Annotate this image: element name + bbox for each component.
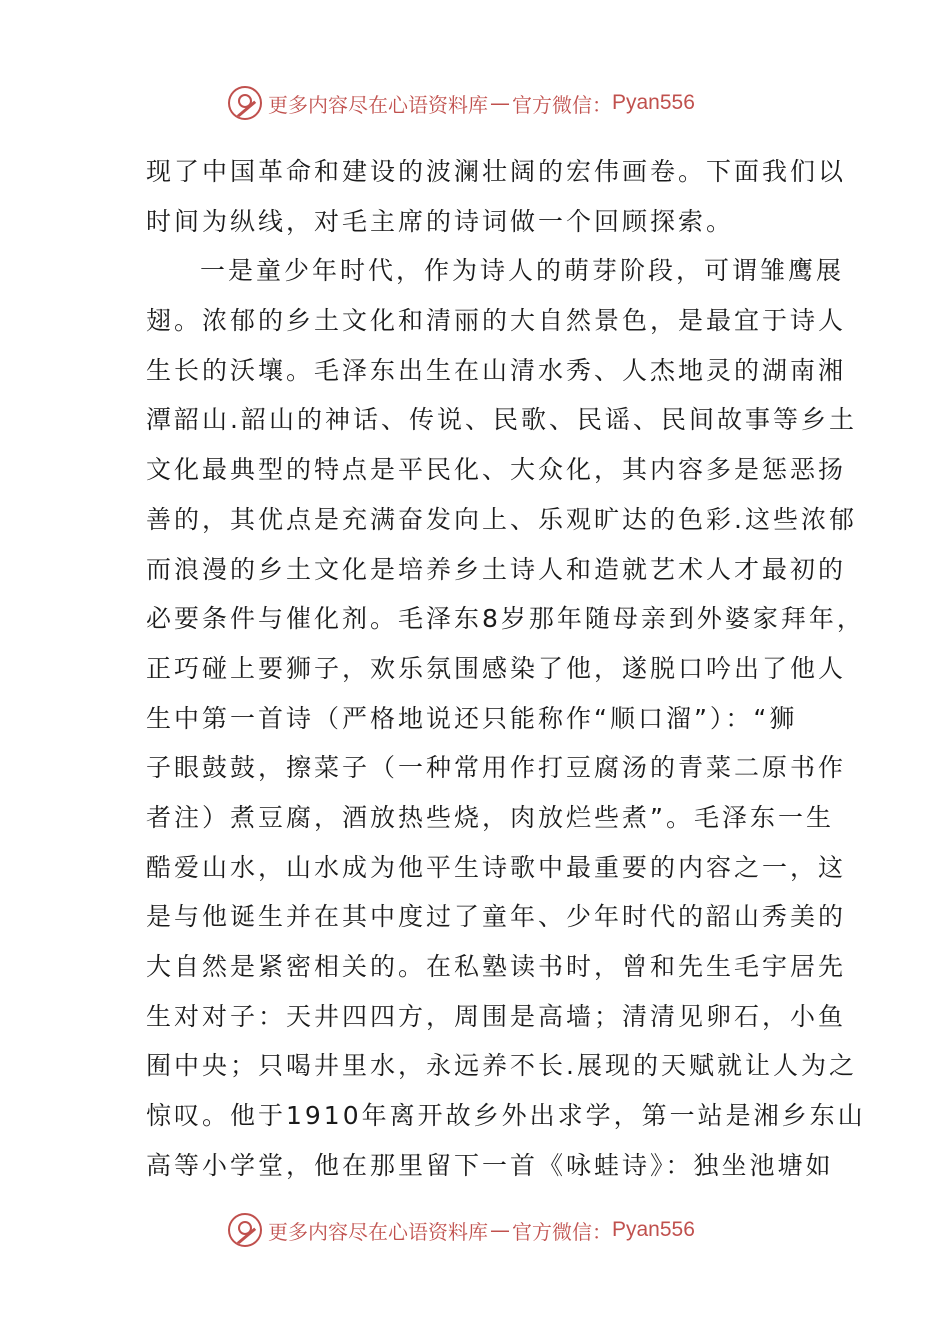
text-line: 潭韶山.韶山的神话、传说、民歌、民谣、民间故事等乡土 <box>146 405 857 435</box>
text-line: 现了中国革命和建设的波澜壮阔的宏伟画卷。下面我们以 <box>146 157 847 186</box>
paragraph-first-line: 一是童少年时代，作为诗人的萌芽阶段，可谓雏鹰展 <box>200 256 845 286</box>
text-line: 生长的沃壤。毛泽东出生在山清水秀、人杰地灵的湖南湘 <box>146 355 847 385</box>
text-line: 生对对子：天井四四方，周围是高墙；清清见卵石，小鱼 <box>146 1001 847 1031</box>
text-line: 者注）煮豆腐，酒放热些烧，肉放烂些煮”。毛泽东一生 <box>146 802 834 832</box>
text-line: 正巧碰上要狮子，欢乐氛围感染了他，遂脱口吟出了他人 <box>146 653 847 683</box>
text-line: 高等小学堂，他在那里留下一首《咏蛙诗》：独坐池塘如 <box>146 1150 834 1180</box>
wechat-id: Pyan556 <box>612 1218 695 1241</box>
wechat-label: 官方微信： <box>512 92 612 117</box>
banner-separator: — <box>490 91 510 115</box>
text-line: 大自然是紧密相关的。在私塾读书时，曾和先生毛宇居先 <box>146 952 847 981</box>
wechat-id: Pyan556 <box>612 91 695 114</box>
text-line: 翅。浓郁的乡土文化和清丽的大自然景色，是最宜于诗人 <box>146 306 847 336</box>
wechat-label: 官方微信： <box>512 1219 612 1244</box>
text-line: 是与他诞生并在其中度过了童年、少年时代的韶山秀美的 <box>146 902 847 932</box>
text-line: 酷爱山水，山水成为他平生诗歌中最重要的内容之一，这 <box>146 852 847 882</box>
text-line: 时间为纵线，对毛主席的诗词做一个回顾探索。 <box>146 206 735 236</box>
document-body <box>146 147 866 1190</box>
header-watermark-banner <box>228 85 695 121</box>
text-line: 而浪漫的乡土文化是培养乡土诗人和造就艺术人才最初的 <box>146 554 847 584</box>
banner-separator: — <box>490 1218 510 1242</box>
footer-watermark-banner <box>228 1212 695 1248</box>
text-line: 文化最典型的特点是平民化、大众化，其内容多是惩恶扬 <box>146 455 847 485</box>
text-line: 必要条件与催化剂。毛泽东8岁那年随母亲到外婆家拜年， <box>146 604 865 634</box>
brand-text: 更多内容尽在心语资料库 <box>268 1219 488 1244</box>
text-line: 生中第一首诗（严格地说还只能称作“顺口溜”）：“狮 <box>146 703 798 733</box>
text-line: 惊叹。他于1910年离开故乡外出求学，第一站是湘乡东山 <box>146 1101 866 1131</box>
pen-logo-icon <box>228 86 262 120</box>
text-line: 子眼鼓鼓，擦菜子（一种常用作打豆腐汤的青菜二原书作 <box>146 753 847 783</box>
brand-text: 更多内容尽在心语资料库 <box>268 92 488 117</box>
text-line: 囿中央；只喝井里水，永远养不长.展现的天赋就让人为之 <box>146 1051 857 1081</box>
pen-logo-icon <box>228 1213 262 1247</box>
text-line: 善的，其优点是充满奋发向上、乐观旷达的色彩.这些浓郁 <box>146 504 857 534</box>
